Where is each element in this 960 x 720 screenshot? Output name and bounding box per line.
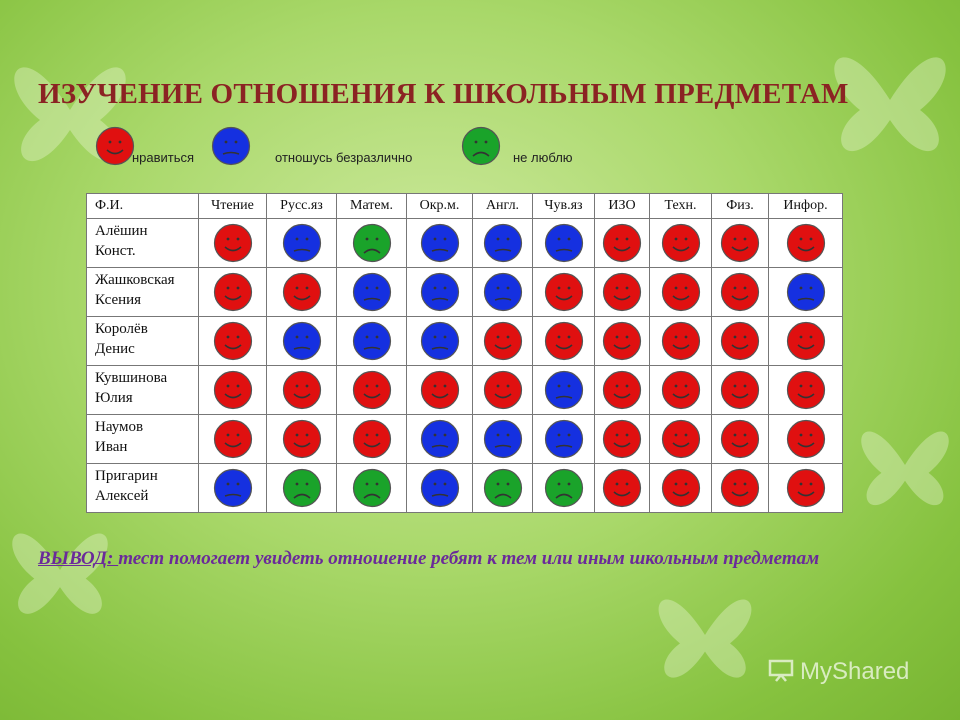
conclusion-text: тест помогает увидеть отношение ребят к тем или иным школьным предметам — [118, 548, 820, 569]
smiley-neutral-icon — [420, 223, 460, 263]
smiley-dislike-icon — [352, 468, 392, 508]
attitude-cell — [267, 415, 337, 464]
header-subject: Чтение — [199, 194, 267, 219]
attitude-cell — [407, 219, 473, 268]
attitude-cell — [769, 366, 843, 415]
smiley-like-icon — [544, 272, 584, 312]
attitude-cell — [473, 464, 533, 513]
attitude-cell — [267, 219, 337, 268]
smiley-like-icon — [213, 223, 253, 263]
smiley-like-icon — [720, 370, 760, 410]
student-name-line: Пригарин — [95, 468, 158, 484]
attitude-cell — [533, 464, 595, 513]
student-name-line: Денис — [95, 341, 135, 357]
smiley-like-icon — [786, 468, 826, 508]
table-row — [87, 366, 843, 415]
smiley-like-icon — [720, 321, 760, 361]
attitude-cell — [337, 268, 407, 317]
attitude-cell — [712, 464, 769, 513]
attitude-cell — [533, 317, 595, 366]
smiley-like-icon — [282, 419, 322, 459]
header-subject: Физ. — [712, 194, 769, 219]
smiley-like-icon — [95, 126, 135, 166]
header-subject: Окр.м. — [407, 194, 473, 219]
attitude-cell — [595, 219, 650, 268]
smiley-like-icon — [602, 370, 642, 410]
attitude-cell — [407, 317, 473, 366]
attitude-cell — [199, 464, 267, 513]
attitude-cell — [769, 317, 843, 366]
smiley-like-icon — [602, 321, 642, 361]
attitude-cell — [650, 268, 712, 317]
header-subject: Англ. — [473, 194, 533, 219]
attitude-cell — [595, 268, 650, 317]
smiley-like-icon — [282, 370, 322, 410]
smiley-like-icon — [352, 419, 392, 459]
student-name — [87, 317, 199, 366]
attitude-cell — [407, 415, 473, 464]
smiley-neutral-icon — [211, 126, 251, 166]
smiley-like-icon — [602, 223, 642, 263]
page-title: ИЗУЧЕНИЕ ОТНОШЕНИЯ К ШКОЛЬНЫМ ПРЕДМЕТАМ — [38, 78, 849, 110]
header-subject: Матем. — [337, 194, 407, 219]
smiley-like-icon — [544, 321, 584, 361]
smiley-like-icon — [786, 370, 826, 410]
student-name-line: Юлия — [95, 390, 133, 406]
smiley-like-icon — [213, 370, 253, 410]
attitude-cell — [769, 268, 843, 317]
attitude-cell — [712, 317, 769, 366]
student-name — [87, 464, 199, 513]
attitude-cell — [650, 317, 712, 366]
student-name-line: Иван — [95, 439, 128, 455]
smiley-like-icon — [720, 419, 760, 459]
smiley-like-icon — [213, 419, 253, 459]
smiley-like-icon — [483, 321, 523, 361]
smiley-neutral-icon — [352, 321, 392, 361]
smiley-like-icon — [661, 272, 701, 312]
butterfly-decoration — [850, 380, 960, 550]
student-name-line: Жашковская — [95, 272, 175, 288]
attitude-cell — [650, 366, 712, 415]
attitude-cell — [337, 415, 407, 464]
smiley-neutral-icon — [483, 272, 523, 312]
attitude-cell — [407, 366, 473, 415]
smiley-like-icon — [786, 321, 826, 361]
smiley-neutral-icon — [483, 223, 523, 263]
smiley-neutral-icon — [213, 468, 253, 508]
smiley-like-icon — [213, 272, 253, 312]
table-row — [87, 268, 843, 317]
presentation-icon — [768, 658, 794, 682]
attitude-cell — [199, 415, 267, 464]
table-row — [87, 219, 843, 268]
smiley-like-icon — [352, 370, 392, 410]
table-body — [87, 219, 843, 513]
smiley-neutral-icon — [352, 272, 392, 312]
smiley-like-icon — [661, 370, 701, 410]
watermark-text: MyShared — [800, 658, 910, 685]
smiley-neutral-icon — [420, 272, 460, 312]
conclusion — [38, 544, 918, 574]
table-header-row — [87, 194, 843, 219]
attitude-cell — [407, 268, 473, 317]
smiley-like-icon — [602, 468, 642, 508]
student-name-line: Наумов — [95, 419, 144, 435]
smiley-neutral-icon — [544, 223, 584, 263]
smiley-like-icon — [720, 223, 760, 263]
smiley-neutral-icon — [544, 419, 584, 459]
attitude-cell — [473, 219, 533, 268]
smiley-neutral-icon — [282, 223, 322, 263]
smiley-dislike-icon — [282, 468, 322, 508]
attitude-cell — [473, 268, 533, 317]
smiley-like-icon — [661, 321, 701, 361]
attitude-cell — [337, 219, 407, 268]
student-name-line: Алёшин — [95, 223, 148, 239]
smiley-like-icon — [786, 419, 826, 459]
legend-dislike-label: не люблю — [513, 150, 573, 165]
smiley-neutral-icon — [544, 370, 584, 410]
smiley-like-icon — [786, 223, 826, 263]
attitude-cell — [650, 464, 712, 513]
smiley-like-icon — [661, 223, 701, 263]
header-subject: ИЗО — [595, 194, 650, 219]
table-row — [87, 415, 843, 464]
attitude-cell — [337, 464, 407, 513]
attitude-table — [86, 193, 843, 513]
attitude-cell — [769, 464, 843, 513]
smiley-dislike-icon — [352, 223, 392, 263]
smiley-like-icon — [720, 468, 760, 508]
attitude-cell — [712, 415, 769, 464]
smiley-neutral-icon — [483, 419, 523, 459]
smiley-dislike-icon — [544, 468, 584, 508]
attitude-cell — [199, 268, 267, 317]
header-subject: Русс.яз — [267, 194, 337, 219]
student-name — [87, 219, 199, 268]
attitude-cell — [712, 219, 769, 268]
attitude-cell — [473, 415, 533, 464]
header-subject: Инфор. — [769, 194, 843, 219]
table-row — [87, 317, 843, 366]
smiley-like-icon — [602, 419, 642, 459]
conclusion-label: ВЫВОД: — [38, 548, 119, 569]
butterfly-decoration — [640, 560, 770, 710]
attitude-cell — [595, 415, 650, 464]
attitude-cell — [473, 317, 533, 366]
smiley-dislike-icon — [483, 468, 523, 508]
attitude-cell — [407, 464, 473, 513]
attitude-cell — [267, 317, 337, 366]
attitude-cell — [769, 219, 843, 268]
smiley-neutral-icon — [420, 321, 460, 361]
smiley-neutral-icon — [420, 468, 460, 508]
attitude-cell — [473, 366, 533, 415]
attitude-cell — [267, 366, 337, 415]
student-name-line: Ксения — [95, 292, 142, 308]
attitude-cell — [337, 317, 407, 366]
student-name — [87, 366, 199, 415]
smiley-dislike-icon — [461, 126, 501, 166]
attitude-cell — [595, 464, 650, 513]
smiley-like-icon — [661, 419, 701, 459]
student-name-line: Конст. — [95, 243, 136, 259]
attitude-cell — [595, 366, 650, 415]
legend-like-label: нравиться — [132, 150, 195, 165]
header-subject: Чув.яз — [533, 194, 595, 219]
attitude-cell — [337, 366, 407, 415]
attitude-cell — [199, 366, 267, 415]
attitude-cell — [595, 317, 650, 366]
attitude-cell — [533, 219, 595, 268]
smiley-like-icon — [483, 370, 523, 410]
attitude-cell — [650, 219, 712, 268]
smiley-neutral-icon — [420, 419, 460, 459]
smiley-neutral-icon — [282, 321, 322, 361]
attitude-cell — [199, 219, 267, 268]
student-name — [87, 415, 199, 464]
header-name: Ф.И. — [87, 194, 199, 219]
smiley-neutral-icon — [786, 272, 826, 312]
attitude-cell — [769, 415, 843, 464]
attitude-cell — [533, 366, 595, 415]
attitude-cell — [533, 268, 595, 317]
attitude-cell — [650, 415, 712, 464]
smiley-like-icon — [420, 370, 460, 410]
smiley-like-icon — [602, 272, 642, 312]
attitude-cell — [533, 415, 595, 464]
smiley-like-icon — [661, 468, 701, 508]
attitude-cell — [199, 317, 267, 366]
table-row — [87, 464, 843, 513]
attitude-cell — [267, 464, 337, 513]
attitude-cell — [267, 268, 337, 317]
watermark — [768, 658, 909, 686]
student-name — [87, 268, 199, 317]
attitude-cell — [712, 366, 769, 415]
student-name-line: Кувшинова — [95, 370, 168, 386]
smiley-like-icon — [720, 272, 760, 312]
legend-neutral-label: отношусь безразлично — [275, 150, 413, 165]
smiley-like-icon — [282, 272, 322, 312]
header-subject: Техн. — [650, 194, 712, 219]
smiley-like-icon — [213, 321, 253, 361]
student-name-line: Королёв — [95, 321, 148, 337]
attitude-cell — [712, 268, 769, 317]
student-name-line: Алексей — [95, 488, 149, 504]
